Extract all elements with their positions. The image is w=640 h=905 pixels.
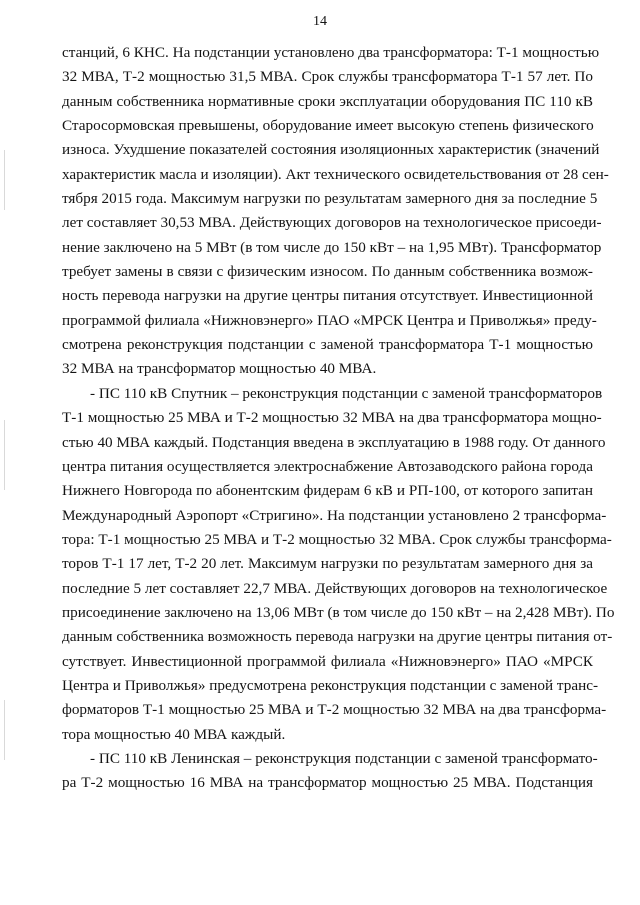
document-body <box>62 41 615 796</box>
text-line: присоединение заключено на 13,06 МВт (в том числе до 150 кВт – на 2,428 МВт). По <box>62 603 615 621</box>
scan-margin-mark <box>4 420 5 490</box>
text-line: требует замены в связи с физическим износом. По данным собственника возмож- <box>62 263 593 281</box>
text-line: стью 40 МВА каждый. Подстанция введена в эксплуатацию в 1988 году. От данного <box>62 433 606 451</box>
text-line: ра Т-2 мощностью 16 МВА на трансформатор мощностью 25 МВА. Подстанция <box>62 774 593 792</box>
text-line: торов Т-1 17 лет, Т-2 20 лет. Максимум нагрузки по результатам замерного дня за <box>62 555 593 573</box>
text-line: 32 МВА на трансформатор мощностью 40 МВА. <box>62 360 377 378</box>
text-line: тора: Т-1 мощностью 25 МВА и Т-2 мощностью 32 МВА. Срок службы трансформа- <box>62 530 612 548</box>
text-line: центра питания осуществляется электроснабжение Автозаводского района города <box>62 457 593 475</box>
text-line: программой филиала «Нижновэнерго» ПАО «МРСК Центра и Приволжья» преду- <box>62 311 597 329</box>
text-line: износа. Ухудшение показателей состояния изоляционных характеристик (значений <box>62 141 600 159</box>
text-line: форматоров Т-1 мощностью 25 МВА и Т-2 мощностью 32 МВА на два трансформа- <box>62 701 607 719</box>
text-line: данным собственника возможность перевода нагрузки на другие центры питания от- <box>62 628 613 646</box>
text-line: тября 2015 года. Максимум нагрузки по результатам замерного дня за последние 5 <box>62 190 598 208</box>
text-line: смотрена реконструкция подстанции с заменой трансформатора Т-1 мощностью <box>62 336 593 354</box>
text-line: лет составляет 30,53 МВА. Действующих договоров на технологическое присоеди- <box>62 214 602 232</box>
scan-margin-mark <box>4 150 5 210</box>
text-line: характеристик масла и изоляции). Акт технического освидетельствования от 28 сен- <box>62 165 609 183</box>
text-line: Международный Аэропорт «Стригино». На подстанции установлено 2 трансформа- <box>62 506 607 524</box>
text-line: ность перевода нагрузки на другие центры питания отсутствует. Инвестиционной <box>62 287 593 305</box>
text-line: - ПС 110 кВ Спутник – реконструкция подстанции с заменой трансформаторов <box>90 384 603 402</box>
paragraph-sputnik <box>62 382 615 747</box>
text-line: Нижнего Новгорода по абонентским фидерам 6 кВ и РП-100, от которого запитан <box>62 482 593 500</box>
text-line: последние 5 лет составляет 22,7 МВА. Действующих договоров на технологическое <box>62 579 608 597</box>
paragraph-old-sormovo <box>62 41 609 382</box>
text-line: данным собственника нормативные сроки эксплуатации оборудования ПС 110 кВ <box>62 92 593 110</box>
text-line: - ПС 110 кВ Ленинская – реконструкция подстанции с заменой трансформато- <box>90 749 598 767</box>
text-line: Т-1 мощностью 25 МВА и Т-2 мощностью 32 МВА на два трансформатора мощно- <box>62 409 602 427</box>
page-number: 14 <box>313 14 327 29</box>
text-line: тора мощностью 40 МВА каждый. <box>62 725 286 743</box>
text-line: Центра и Приволжья» предусмотрена реконструкция подстанции с заменой транс- <box>62 676 599 694</box>
scan-margin-mark <box>4 700 5 760</box>
text-line: станций, 6 КНС. На подстанции установлено два трансформатора: Т-1 мощностью <box>62 44 600 61</box>
text-line: 32 МВА, Т-2 мощностью 31,5 МВА. Срок службы трансформатора Т-1 57 лет. По <box>62 68 593 86</box>
text-line: Старосормовская превышены, оборудование имеет высокую степень физического <box>62 117 594 135</box>
paragraph-leninskaya <box>62 747 598 796</box>
text-line: нение заключено на 5 МВт (в том числе до 150 кВт – на 1,95 МВт). Трансформатор <box>62 238 602 256</box>
text-line: сутствует. Инвестиционной программой филиала «Нижновэнерго» ПАО «МРСК <box>62 652 593 670</box>
